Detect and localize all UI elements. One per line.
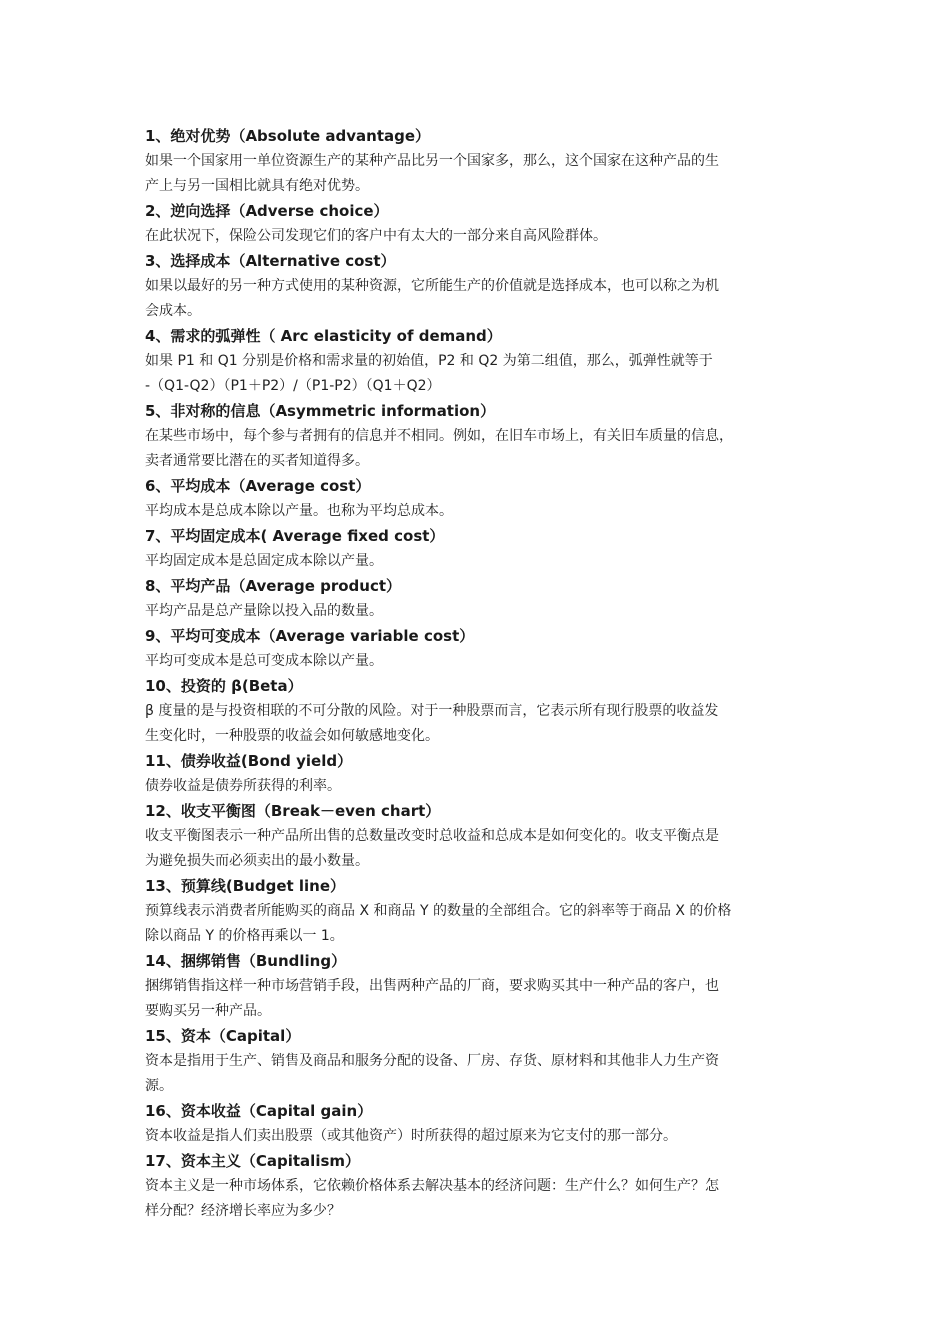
term-description <box>145 1124 810 1149</box>
description-line: 如果 P1 和 Q1 分别是价格和需求量的初始值，P2 和 Q2 为第二组值，那么，弧弹性就等于 <box>145 353 713 369</box>
term-description <box>145 974 810 1024</box>
term-14 <box>145 949 810 1024</box>
description-line: 预算线表示消费者所能购买的商品 X 和商品 Y 的数量的全部组合。它的斜率等于商品 X 的价格 <box>145 903 732 919</box>
formula-line: -（Q1-Q2）（P1＋P2）/（P1-P2）（Q1＋Q2） <box>145 378 441 394</box>
description-line: 样分配？经济增长率应为多少？ <box>145 1203 341 1219</box>
term-9 <box>145 624 810 674</box>
description-line: 源。 <box>145 1078 173 1094</box>
description-line: 生变化时，一种股票的收益会如何敏感地变化。 <box>145 728 439 744</box>
description-line: 债券收益是债券所获得的利率。 <box>145 778 341 794</box>
description-line: 资本是指用于生产、销售及商品和服务分配的设备、厂房、存货、原材料和其他非人力生产资 <box>145 1053 719 1069</box>
term-title: 15、资本（Capital） <box>145 1027 301 1045</box>
term-description <box>145 824 810 874</box>
term-description <box>145 349 810 399</box>
description-line: 会成本。 <box>145 303 201 319</box>
term-title: 14、捆绑销售（Bundling） <box>145 952 347 970</box>
term-title: 5、非对称的信息（Asymmetric information） <box>145 402 496 420</box>
term-5 <box>145 399 810 474</box>
description-line: 除以商品 Y 的价格再乘以一 1。 <box>145 928 344 944</box>
term-8 <box>145 574 810 624</box>
description-line: 在某些市场中，每个参与者拥有的信息并不相同。例如，在旧车市场上，有关旧车质量的信息， <box>145 428 733 444</box>
description-line: β 度量的是与投资相联的不可分散的风险。对于一种股票而言，它表示所有现行股票的收益发 <box>145 703 719 719</box>
term-description <box>145 149 810 199</box>
term-description <box>145 649 810 674</box>
description-line: 如果以最好的另一种方式使用的某种资源，它所能生产的价值就是选择成本，也可以称之为机 <box>145 278 719 294</box>
description-line: 在此状况下，保险公司发现它们的客户中有太大的一部分来自高风险群体。 <box>145 228 607 244</box>
term-17 <box>145 1149 810 1224</box>
description-line: 如果一个国家用一单位资源生产的某种产品比另一个国家多，那么，这个国家在这种产品的生 <box>145 153 719 169</box>
term-description <box>145 224 810 249</box>
term-16 <box>145 1099 810 1149</box>
description-line: 为避免损失而必须卖出的最小数量。 <box>145 853 369 869</box>
term-12 <box>145 799 810 874</box>
term-2 <box>145 199 810 249</box>
term-title: 16、资本收益（Capital gain） <box>145 1102 373 1120</box>
term-title: 6、平均成本（Average cost） <box>145 477 371 495</box>
term-title: 17、资本主义（Capitalism） <box>145 1152 361 1170</box>
description-line: 产上与另一国相比就具有绝对优势。 <box>145 178 369 194</box>
term-description <box>145 599 810 624</box>
term-4 <box>145 324 810 399</box>
description-line: 资本收益是指人们卖出股票（或其他资产）时所获得的超过原来为它支付的那一部分。 <box>145 1128 677 1144</box>
description-line: 资本主义是一种市场体系，它依赖价格体系去解决基本的经济问题：生产什么？如何生产？怎 <box>145 1178 719 1194</box>
term-description <box>145 499 810 524</box>
term-11 <box>145 749 810 799</box>
term-title: 10、投资的 β(Beta） <box>145 677 303 695</box>
term-description <box>145 699 810 749</box>
term-title: 1、绝对优势（Absolute advantage） <box>145 127 431 145</box>
term-description <box>145 274 810 324</box>
term-title: 8、平均产品（Average product） <box>145 577 402 595</box>
term-description <box>145 1174 810 1224</box>
term-title: 13、预算线(Budget line） <box>145 877 346 895</box>
description-line: 平均可变成本是总可变成本除以产量。 <box>145 653 383 669</box>
term-15 <box>145 1024 810 1099</box>
description-line: 捆绑销售指这样一种市场营销手段，出售两种产品的厂商，要求购买其中一种产品的客户，也 <box>145 978 719 994</box>
description-line: 卖者通常要比潜在的买者知道得多。 <box>145 453 369 469</box>
term-title: 3、选择成本（Alternative cost） <box>145 252 396 270</box>
term-description <box>145 899 810 949</box>
description-line: 平均固定成本是总固定成本除以产量。 <box>145 553 383 569</box>
term-description <box>145 774 810 799</box>
term-7 <box>145 524 810 574</box>
term-title: 11、债券收益(Bond yield） <box>145 752 353 770</box>
description-line: 平均成本是总成本除以产量。也称为平均总成本。 <box>145 503 453 519</box>
term-title: 2、逆向选择（Adverse choice） <box>145 202 389 220</box>
term-1 <box>145 124 810 199</box>
term-6 <box>145 474 810 524</box>
term-title: 9、平均可变成本（Average variable cost） <box>145 627 475 645</box>
term-description <box>145 424 810 474</box>
term-title: 12、收支平衡图（Break－even chart） <box>145 802 441 820</box>
term-title: 4、需求的弧弹性（ Arc elasticity of demand） <box>145 327 502 345</box>
description-line: 要购买另一种产品。 <box>145 1003 271 1019</box>
term-description <box>145 549 810 574</box>
term-13 <box>145 874 810 949</box>
description-line: 收支平衡图表示一种产品所出售的总数量改变时总收益和总成本是如何变化的。收支平衡点是 <box>145 828 719 844</box>
term-description <box>145 1049 810 1099</box>
term-title: 7、平均固定成本( Average fixed cost） <box>145 527 445 545</box>
term-10 <box>145 674 810 749</box>
document-page <box>145 124 810 1224</box>
description-line: 平均产品是总产量除以投入品的数量。 <box>145 603 383 619</box>
term-3 <box>145 249 810 324</box>
